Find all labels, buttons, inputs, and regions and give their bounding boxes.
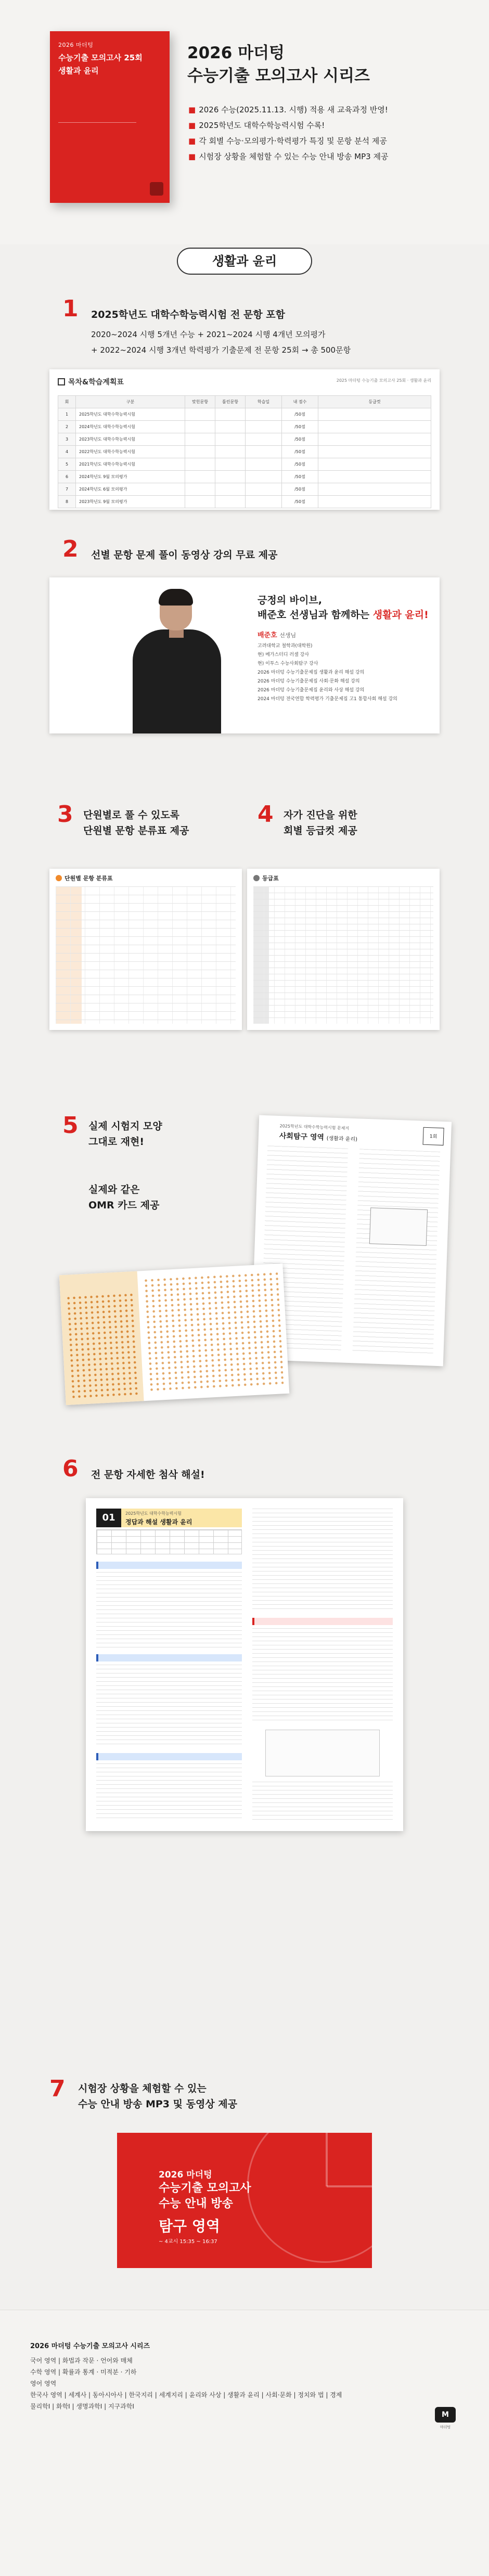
section-number-1: 1 bbox=[62, 295, 79, 322]
section-1-title: 2025학년도 대학수학능력시험 전 문항 포함 bbox=[91, 309, 286, 320]
table-row: 5 2021학년도 대학수학능력시험 /50점 bbox=[58, 458, 431, 471]
section-4-title: 자가 진단을 위한 회별 등급컷 제공 bbox=[284, 809, 357, 836]
section-number-4: 4 bbox=[258, 801, 274, 828]
section-5-title: 실제 시험지 모양 그대로 재현! bbox=[88, 1120, 162, 1148]
table-row: 2 2024학년도 대학수학능력시험 /50점 bbox=[58, 421, 431, 433]
section-3-title: 단원별로 풀 수 있도록 단원별 문항 분류표 제공 bbox=[83, 809, 189, 836]
study-plan-table-image bbox=[49, 369, 440, 510]
table-row: 6 2024학년도 9월 모의평가 /50점 bbox=[58, 471, 431, 483]
section-7-title: 시험장 상황을 체험할 수 있는 수능 안내 방송 MP3 및 동영상 제공 bbox=[78, 2083, 237, 2110]
hero-feature-list bbox=[188, 102, 388, 164]
section-2-title: 선별 문항 문제 풀이 동영상 강의 무료 제공 bbox=[91, 549, 278, 561]
section-number-5: 5 bbox=[62, 1112, 79, 1139]
hero-section bbox=[0, 0, 489, 244]
solution-page-image: 01 2025학년도 대학수학능력시험 정답과 해설 생활과 윤리 bbox=[86, 1498, 403, 1831]
clock-icon bbox=[247, 2133, 372, 2263]
square-bullet-icon: ■ bbox=[188, 152, 196, 161]
hero-feature-item: ■ 시험장 상황을 체험할 수 있는 수능 안내 방송 MP3 제공 bbox=[188, 152, 389, 161]
omr-card-image bbox=[59, 1264, 289, 1405]
publisher-logo: M 마더텅 bbox=[432, 2407, 459, 2436]
table-row: 1 2025학년도 대학수학능력시험 /50점 bbox=[58, 408, 431, 421]
teacher-headline: 긍정의 바이브, 배준호 선생님과 함께하는 생활과 윤리! bbox=[258, 595, 429, 621]
teacher-profile-list: 고려대학교 철학과(대학원) 현) 메가스터디 러셀 강사 현) 이투스 수능사회탐구 강사 2026 마더텅 수능기출문제집 생활과 윤리 해설 강의 2026 마더텅 수능기출문제집 사회·문화 해설 강의 2026 마더텅 수능기출문제집 윤리와 사상 해설 강의 2024 마더텅 전국연합 학력평가 기출문제집 고1 통합사회 해설 강의 bbox=[258, 643, 397, 702]
series-footer bbox=[0, 2310, 489, 2576]
book-cover-series: 수능기출 모의고사 25회 bbox=[58, 53, 143, 62]
hero-feature-item: ■ 2026 수능(2025.11.13. 시행) 적용 새 교육과정 반영! bbox=[188, 105, 388, 114]
teacher-name: 배준호 선생님 bbox=[258, 632, 297, 639]
unit-classification-table-image: 단원별 문항 분류표 bbox=[49, 869, 242, 1030]
book-icon bbox=[58, 378, 65, 385]
study-plan-note: 2025 마더텅 수능기출 모의고사 25회 · 생활과 윤리 bbox=[336, 378, 431, 383]
section-number-6: 6 bbox=[62, 1456, 79, 1482]
book-cover-brand: 2026 마더텅 bbox=[58, 42, 94, 48]
square-bullet-icon: ■ bbox=[188, 105, 196, 114]
publisher-logo-icon: M bbox=[435, 2407, 456, 2423]
section-number-2: 2 bbox=[62, 536, 79, 562]
subject-badge: 생활과 윤리 bbox=[177, 248, 312, 275]
book-cover-image bbox=[50, 31, 170, 203]
section-5-omr-note: 실제와 같은 OMR 카드 제공 bbox=[88, 1184, 160, 1211]
teacher-card bbox=[49, 577, 440, 733]
footer-series-list: 국어 영역 | 화법과 작문 · 언어와 매체 수학 영역 | 확률과 통계 · 미적분 · 기하 영어 영역 한국사 영역 | 세계사 | 동아시아사 | 한국지리 | 세계지리 | 윤리와 사상 | 생활과 윤리 | 사회·문화 | 정치와 법 | 경제 물리학Ⅰ | 화학Ⅰ | 생명과학Ⅰ | 지구과학Ⅰ bbox=[30, 2357, 342, 2410]
square-bullet-icon: ■ bbox=[188, 136, 196, 146]
mp3-broadcast-card: 2026 마더텅 수능기출 모의고사 수능 안내 방송 탐구 영역 ~ 4교시 15:35 ~ 16:37 bbox=[117, 2133, 372, 2268]
bullet-dot-icon bbox=[253, 875, 260, 881]
book-cover-details bbox=[58, 122, 136, 153]
section-number-7: 7 bbox=[49, 2076, 66, 2102]
hero-feature-item: ■ 2025학년도 대학수학능력시험 수록! bbox=[188, 121, 325, 130]
section-1-subtitle: 2020~2024 시행 5개년 수능 + 2021~2024 시행 4개년 모의평가 + 2022~2024 시행 3개년 학력평가 기출문제 전 문항 25회 → 총 500문항 bbox=[91, 330, 351, 355]
table-row: 7 2024학년도 6월 모의평가 /50점 bbox=[58, 483, 431, 496]
grade-cut-table-image: 등급표 bbox=[247, 869, 440, 1030]
section-6-title: 전 문항 자세한 첨삭 해설! bbox=[91, 1469, 205, 1480]
table-row: 8 2023학년도 9월 모의평가 /50점 bbox=[58, 496, 431, 508]
section-number-3: 3 bbox=[57, 801, 73, 828]
hero-feature-item: ■ 각 회별 수능·모의평가·학력평가 특징 및 문항 분석 제공 bbox=[188, 136, 387, 146]
publisher-logo-icon bbox=[150, 182, 163, 196]
footer-title: 2026 마더텅 수능기출 모의고사 시리즈 bbox=[30, 2342, 150, 2350]
study-plan-title: 목차&학습계획표 bbox=[58, 377, 124, 387]
square-bullet-icon: ■ bbox=[188, 121, 196, 130]
hero-title: 2026 마더텅 수능기출 모의고사 시리즈 bbox=[187, 44, 370, 85]
study-plan-table: 회 구분 맞힌문항 틀린문항 학습일 내 점수 등급컷 1 2025학년도 대학수학능력시험 /50점 2 2024학년도 대학수학능력시험 /50점 3 2023학년도 대학수학능력시험 /50점 4 2022학년도 대학수학능력시험 /50점 5 2021학년도 대학수학능력시험 /50점 6 2024학년도 9월 모의평가 /50점 7 2024학년도 6월 모의평가 /50점 8 2023학년도 9월 모의평가 /50점 bbox=[58, 395, 431, 508]
bullet-dot-icon bbox=[56, 875, 62, 881]
table-row: 3 2023학년도 대학수학능력시험 /50점 bbox=[58, 433, 431, 446]
book-cover-subject: 생활과 윤리 bbox=[58, 66, 99, 75]
exam-paper-image: 2025학년도 대학수학능력시험 문제지 사회탐구 영역 (생활과 윤리) 1회 bbox=[251, 1115, 452, 1367]
teacher-photo bbox=[127, 577, 226, 733]
table-row: 4 2022학년도 대학수학능력시험 /50점 bbox=[58, 446, 431, 458]
